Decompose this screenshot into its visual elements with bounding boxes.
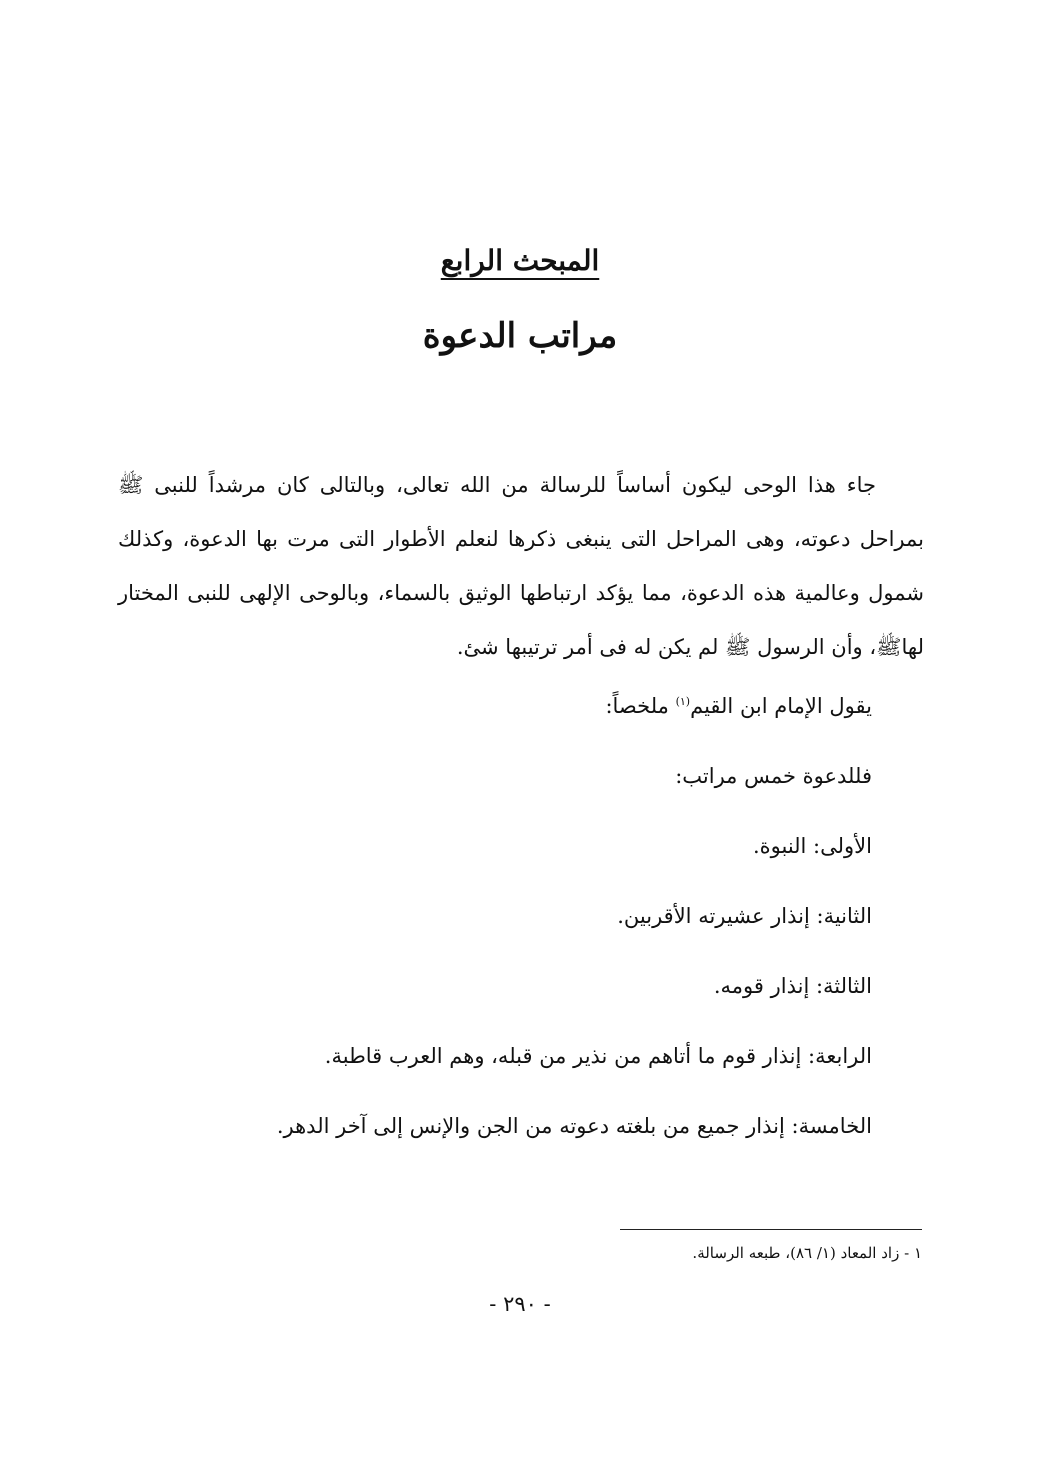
page-title: مراتب الدعوة [422, 316, 618, 356]
quote-intro-suffix: ملخصاً: [605, 694, 676, 718]
chapter-heading-text: المبحث الرابع [440, 244, 600, 277]
list-item: الرابعة: إنذار قوم ما أتاهم من نذير من قبله، وهم العرب قاطبة. [324, 1044, 872, 1068]
list-item: الأولى: النبوة. [752, 834, 872, 858]
quote-intro-line [605, 694, 872, 718]
list-item: فللدعوة خمس مراتب: [675, 764, 872, 788]
footnote-divider [620, 1229, 922, 1230]
footnote: ١ - زاد المعاد (١/ ٨٦)، طبعه الرسالة. [692, 1244, 922, 1262]
list-item: الثانية: إنذار عشيرته الأقربين. [617, 904, 872, 928]
list-item: الخامسة: إنذار جميع من بلغته دعوته من الجن والإنس إلى آخر الدهر. [276, 1114, 872, 1138]
quote-intro-text: يقول الإمام ابن القيم [690, 694, 872, 718]
list-item: الثالثة: إنذار قومه. [713, 974, 872, 998]
footnote-ref[interactable]: (١) [675, 695, 691, 708]
page-number: - ٢٩٠ - [489, 1292, 551, 1316]
intro-paragraph: جاء هذا الوحى ليكون أساساً للرسالة من الله تعالى، وبالتالى كان مرشداً للنبى ﷺ بمراحل دعوته، وهى المراحل التى ينبغى ذكرها لنعلم الأطوار التى مرت بها الدعوة، وكذلك شمول وعالمية هذه الدعوة، مما يؤكد ارتباطها الوثيق بالسماء، وبالوحى الإلهى للنبى المختار لهاﷺ، وأن الرسول ﷺ لم يكن له فى أمر ترتيبها شئ. [118, 473, 924, 659]
chapter-heading [0, 244, 1040, 277]
